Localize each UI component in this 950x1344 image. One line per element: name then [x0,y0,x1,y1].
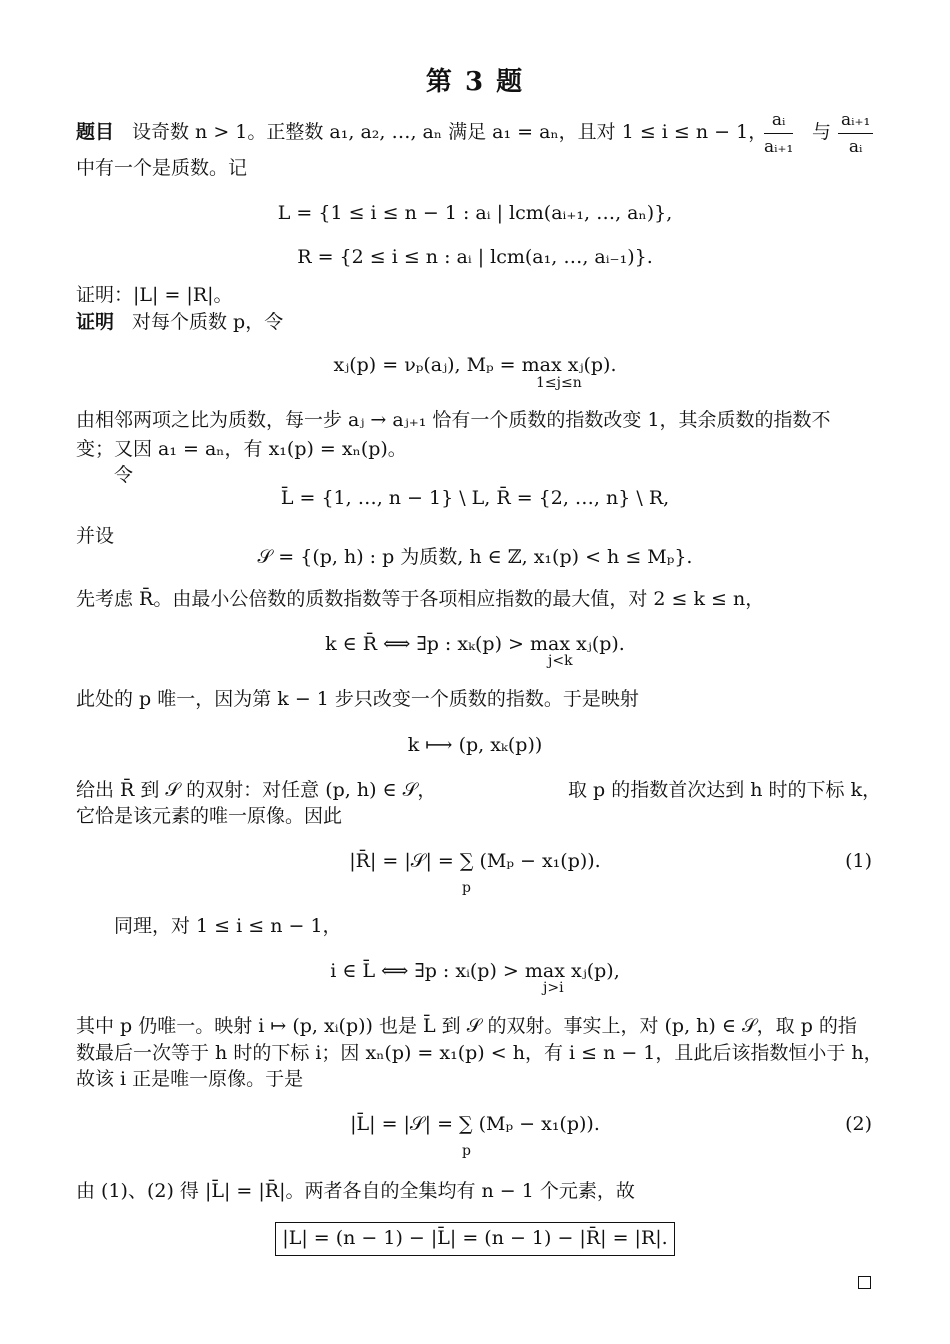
qed-square-icon [858,1276,871,1289]
page-title: 第 3 题 [425,67,525,97]
bijection-2-line-3: 故该 i 正是唯一原像。于是 [76,1068,304,1090]
proof-intro-line [76,311,283,335]
paragraph-1-line-2: 变；又因 a₁ = aₙ，有 x₁(p) = xₙ(p)。 [76,438,407,460]
claim: 证明：|L| = |R|。 [76,284,233,306]
equation-x-M-subscript: 1≤j≤n [536,375,582,391]
unique-p-sentence: 此处的 p 唯一，因为第 k − 1 步只改变一个质数的指数。于是映射 [76,688,639,710]
problem-text-1: 设奇数 n > 1。正整数 a₁, a₂, …, aₙ 满足 a₁ = aₙ，且对 1 ≤ i ≤ n − 1， [132,121,768,143]
fraction-ai-over-ai1 [764,110,793,157]
problem-line-2: 中有一个是质数。记 [76,157,248,179]
paragraph-1-line-1: 由相邻两项之比为质数，每一步 aⱼ → aⱼ₊₁ 恰有一个质数的指数改变 1，其余质数的指数不 [76,409,831,431]
bijection-1-line-2: 它恰是该元素的唯一原像。因此 [76,805,343,827]
fraction-joiner: 与 [812,121,832,143]
fraction-ai1-over-ai [838,110,873,157]
let-word: 令 [114,464,134,486]
equation-1-subscript: p [462,880,471,896]
equation-2-subscript: p [462,1143,471,1159]
equation-1: |R̄| = |𝒮| = ∑ (Mₚ − x₁(p)). [349,850,601,872]
equation-i-in-L-bar: i ∈ L̄ ⟺ ∃p : xᵢ(p) > max xⱼ(p), [330,960,620,982]
equation-k-in-R-bar: k ∈ R̄ ⟺ ∃p : xₖ(p) > max xⱼ(p). [325,633,625,655]
equation-2: |L̄| = |𝒮| = ∑ (Mₚ − x₁(p)). [350,1113,600,1135]
equation-L: L = {1 ≤ i ≤ n − 1 : aᵢ | lcm(aᵢ₊₁, …, aₙ)}, [277,202,673,224]
proof-intro: 对每个质数 p，令 [132,311,284,333]
final-boxed-equation: |L| = (n − 1) − |L̄| = (n − 1) − |R̄| = |R|. [275,1222,674,1256]
equation-2-number: (2) [845,1113,872,1135]
equation-R: R = {2 ≤ i ≤ n : aᵢ | lcm(a₁, …, aᵢ₋₁)}. [297,246,653,268]
equation-complements: L̄ = {1, …, n − 1} \ L, R̄ = {2, …, n} \ R, [280,487,670,509]
fraction-numerator: aᵢ [764,110,793,134]
equation-x-M: xⱼ(p) = νₚ(aⱼ), Mₚ = max xⱼ(p). [333,354,617,376]
equation-i-subscript: j>i [543,980,564,996]
fraction-denominator: aᵢ [848,137,863,157]
bijection-1-line-1a: 给出 R̄ 到 𝒮 的双射：对任意 (p, h) ∈ 𝒮， [76,779,437,801]
problem-label: 题目 [76,121,115,143]
final-equation-row [0,1222,950,1256]
bijection-2-line-2: 数最后一次等于 h 时的下标 i；因 xₙ(p) = x₁(p) < h，有 i ≤ n − 1，且此后该指数恒小于 h， [76,1042,883,1064]
similarly-sentence: 同理，对 1 ≤ i ≤ n − 1， [114,915,342,937]
and-set-word: 并设 [76,525,115,547]
bijection-2-line-1: 其中 p 仍唯一。映射 i ↦ (p, xᵢ(p)) 也是 L̄ 到 𝒮 的双射。事实上，对 (p, h) ∈ 𝒮，取 p 的指 [76,1015,857,1037]
equation-1-number: (1) [845,850,872,872]
fraction-denominator: aᵢ₊₁ [764,137,794,157]
proof-label: 证明 [76,311,115,333]
equation-k-subscript: j<k [548,653,573,669]
equation-map-k: k ⟼ (p, xₖ(p)) [407,734,543,756]
bijection-1-line-1b: 取 p 的指数首次达到 h 时的下标 k， [568,779,882,801]
fraction-numerator: aᵢ₊₁ [838,110,873,134]
problem-line-1 [76,121,767,145]
consider-R-bar: 先考虑 R̄。由最小公倍数的质数指数等于各项相应指数的最大值，对 2 ≤ k ≤ n， [76,588,765,610]
equation-S: 𝒮 = {(p, h) : p 为质数, h ∈ ℤ, x₁(p) < h ≤ Mₚ}. [257,546,693,568]
conclusion-sentence: 由 (1)、(2) 得 |L̄| = |R̄|。两者各自的全集均有 n − 1 个元素，故 [76,1180,635,1202]
